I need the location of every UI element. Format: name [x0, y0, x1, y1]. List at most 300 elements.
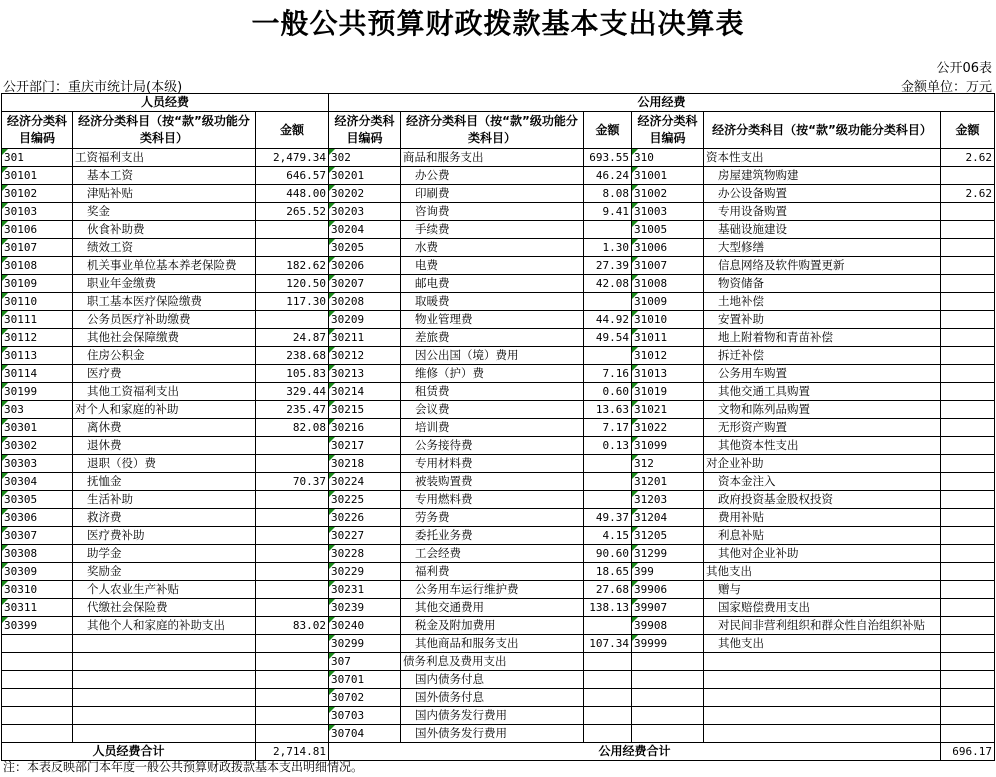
- name-cell: 信息网络及软件购置更新: [704, 257, 941, 275]
- code-cell: 30199: [2, 383, 73, 401]
- code-cell: 302: [329, 149, 401, 167]
- code-cell: 30218: [329, 455, 401, 473]
- amount-cell: [256, 509, 329, 527]
- name-cell: 大型修缮: [704, 239, 941, 257]
- amount-cell: [941, 581, 995, 599]
- name-cell: [73, 671, 256, 689]
- name-cell: 地上附着物和青苗补偿: [704, 329, 941, 347]
- amount-header: 金额: [584, 112, 632, 149]
- amount-cell: [941, 545, 995, 563]
- code-cell: 31001: [632, 167, 704, 185]
- name-cell: 咨询费: [401, 203, 584, 221]
- name-cell: 生活补助: [73, 491, 256, 509]
- table-row: [2, 725, 995, 743]
- code-cell: 30216: [329, 419, 401, 437]
- table-row: [2, 365, 995, 383]
- table-row: [2, 185, 995, 203]
- name-cell: [73, 707, 256, 725]
- table-row: [2, 257, 995, 275]
- amount-cell: 13.63: [584, 401, 632, 419]
- name-cell: 离休费: [73, 419, 256, 437]
- amount-cell: [584, 455, 632, 473]
- code-cell: [632, 725, 704, 743]
- name-header: 经济分类科目（按“款”级功能分类科目）: [73, 112, 256, 149]
- code-cell: 30215: [329, 401, 401, 419]
- table-row: [2, 707, 995, 725]
- name-cell: [73, 653, 256, 671]
- amount-cell: [941, 419, 995, 437]
- name-cell: 无形资产购置: [704, 419, 941, 437]
- amount-cell: 7.16: [584, 365, 632, 383]
- amount-cell: 238.68: [256, 347, 329, 365]
- name-header: 经济分类科目（按“款”级功能分类科目）: [401, 112, 584, 149]
- code-cell: 31010: [632, 311, 704, 329]
- code-cell: 30213: [329, 365, 401, 383]
- table-row: [2, 545, 995, 563]
- amount-cell: [256, 725, 329, 743]
- table-row: [2, 239, 995, 257]
- code-cell: 30304: [2, 473, 73, 491]
- name-cell: [704, 653, 941, 671]
- name-cell: 国外债务付息: [401, 689, 584, 707]
- code-cell: 30702: [329, 689, 401, 707]
- table-row: [2, 203, 995, 221]
- amount-cell: 182.62: [256, 257, 329, 275]
- code-cell: 31003: [632, 203, 704, 221]
- code-cell: 39999: [632, 635, 704, 653]
- code-cell: 30101: [2, 167, 73, 185]
- code-cell: 30306: [2, 509, 73, 527]
- code-cell: 30309: [2, 563, 73, 581]
- amount-cell: 120.50: [256, 275, 329, 293]
- code-cell: [632, 653, 704, 671]
- code-cell: 30227: [329, 527, 401, 545]
- amount-cell: 24.87: [256, 329, 329, 347]
- code-cell: 39906: [632, 581, 704, 599]
- name-cell: 安置补助: [704, 311, 941, 329]
- code-cell: 301: [2, 149, 73, 167]
- table-row: [2, 221, 995, 239]
- amount-cell: 82.08: [256, 419, 329, 437]
- amount-cell: 0.13: [584, 437, 632, 455]
- amount-cell: 693.55: [584, 149, 632, 167]
- name-cell: 商品和服务支出: [401, 149, 584, 167]
- code-cell: 30303: [2, 455, 73, 473]
- amount-cell: 83.02: [256, 617, 329, 635]
- name-cell: 费用补贴: [704, 509, 941, 527]
- code-cell: 30229: [329, 563, 401, 581]
- name-cell: 职工基本医疗保险缴费: [73, 293, 256, 311]
- amount-cell: [256, 545, 329, 563]
- code-cell: 31011: [632, 329, 704, 347]
- footnote: 注：本表反映部门本年度一般公共预算财政拨款基本支出明细情况。: [3, 760, 364, 774]
- code-cell: 30299: [329, 635, 401, 653]
- amount-cell: [941, 707, 995, 725]
- amount-cell: [941, 617, 995, 635]
- code-cell: 31012: [632, 347, 704, 365]
- table-row: [2, 473, 995, 491]
- name-cell: 房屋建筑物购建: [704, 167, 941, 185]
- amount-cell: 44.92: [584, 311, 632, 329]
- table-row: [2, 491, 995, 509]
- code-cell: [632, 689, 704, 707]
- code-cell: 31021: [632, 401, 704, 419]
- code-cell: 30703: [329, 707, 401, 725]
- name-cell: 其他交通工具购置: [704, 383, 941, 401]
- amount-cell: 1.30: [584, 239, 632, 257]
- name-cell: [704, 671, 941, 689]
- amount-cell: 49.37: [584, 509, 632, 527]
- code-cell: 31008: [632, 275, 704, 293]
- amount-cell: [941, 527, 995, 545]
- code-cell: [2, 653, 73, 671]
- amount-cell: [256, 239, 329, 257]
- name-cell: 工资福利支出: [73, 149, 256, 167]
- code-cell: 30311: [2, 599, 73, 617]
- table-row: [2, 293, 995, 311]
- amount-cell: 107.34: [584, 635, 632, 653]
- amount-cell: 70.37: [256, 473, 329, 491]
- code-cell: [632, 707, 704, 725]
- code-cell: 30110: [2, 293, 73, 311]
- amount-cell: [941, 401, 995, 419]
- code-cell: 303: [2, 401, 73, 419]
- name-cell: 公务员医疗补助缴费: [73, 311, 256, 329]
- amount-cell: [256, 455, 329, 473]
- amount-cell: 42.08: [584, 275, 632, 293]
- code-cell: 39908: [632, 617, 704, 635]
- amount-cell: [256, 563, 329, 581]
- code-cell: 30207: [329, 275, 401, 293]
- code-cell: 30202: [329, 185, 401, 203]
- unit-label: 金额单位：万元: [900, 80, 992, 95]
- amount-cell: 117.30: [256, 293, 329, 311]
- code-cell: 30109: [2, 275, 73, 293]
- name-cell: 住房公积金: [73, 347, 256, 365]
- name-cell: [73, 725, 256, 743]
- name-cell: 其他支出: [704, 563, 941, 581]
- name-cell: 租赁费: [401, 383, 584, 401]
- table-row: [2, 167, 995, 185]
- amount-cell: [941, 473, 995, 491]
- amount-cell: 90.60: [584, 545, 632, 563]
- code-cell: 30212: [329, 347, 401, 365]
- name-cell: 其他对企业补助: [704, 545, 941, 563]
- amount-cell: [256, 527, 329, 545]
- name-cell: 专用设备购置: [704, 203, 941, 221]
- code-cell: 312: [632, 455, 704, 473]
- amount-cell: [941, 653, 995, 671]
- amount-cell: [941, 257, 995, 275]
- name-cell: 劳务费: [401, 509, 584, 527]
- code-cell: 39907: [632, 599, 704, 617]
- table-row: [2, 617, 995, 635]
- amount-cell: [256, 599, 329, 617]
- name-cell: 其他社会保障缴费: [73, 329, 256, 347]
- amount-cell: [941, 437, 995, 455]
- amount-cell: [584, 221, 632, 239]
- name-cell: [704, 707, 941, 725]
- name-cell: 奖金: [73, 203, 256, 221]
- code-cell: 310: [632, 149, 704, 167]
- amount-cell: 46.24: [584, 167, 632, 185]
- code-cell: 399: [632, 563, 704, 581]
- code-cell: 30106: [2, 221, 73, 239]
- amount-cell: [584, 293, 632, 311]
- amount-cell: 105.83: [256, 365, 329, 383]
- code-cell: 30208: [329, 293, 401, 311]
- expenditure-table: [1, 93, 995, 761]
- amount-cell: [941, 671, 995, 689]
- name-cell: 专用材料费: [401, 455, 584, 473]
- amount-cell: 329.44: [256, 383, 329, 401]
- code-cell: 30214: [329, 383, 401, 401]
- amount-cell: 2.62: [941, 185, 995, 203]
- code-cell: 30231: [329, 581, 401, 599]
- name-cell: 取暖费: [401, 293, 584, 311]
- amount-cell: [941, 347, 995, 365]
- name-cell: 对企业补助: [704, 455, 941, 473]
- name-cell: 医疗费: [73, 365, 256, 383]
- code-cell: 30209: [329, 311, 401, 329]
- name-cell: 其他工资福利支出: [73, 383, 256, 401]
- amount-cell: [256, 311, 329, 329]
- personnel-header: 人员经费: [2, 94, 329, 112]
- name-cell: 其他支出: [704, 635, 941, 653]
- name-header: 经济分类科目（按“款”级功能分类科目）: [704, 112, 941, 149]
- name-cell: 国外债务发行费用: [401, 725, 584, 743]
- amount-cell: [941, 221, 995, 239]
- name-cell: 基础设施建设: [704, 221, 941, 239]
- code-cell: [2, 725, 73, 743]
- page-title: 一般公共预算财政拨款基本支出决算表: [251, 7, 745, 40]
- amount-cell: [584, 725, 632, 743]
- amount-header: 金额: [941, 112, 995, 149]
- amount-cell: [256, 437, 329, 455]
- amount-cell: [941, 689, 995, 707]
- amount-cell: 18.65: [584, 563, 632, 581]
- public-total-label: 公用经费合计: [329, 743, 941, 761]
- code-cell: [2, 635, 73, 653]
- table-row: [2, 419, 995, 437]
- name-cell: 办公设备购置: [704, 185, 941, 203]
- table-row: [2, 527, 995, 545]
- code-cell: 31013: [632, 365, 704, 383]
- code-cell: 30102: [2, 185, 73, 203]
- name-cell: [73, 689, 256, 707]
- code-cell: 30305: [2, 491, 73, 509]
- amount-cell: [584, 707, 632, 725]
- code-cell: [2, 671, 73, 689]
- code-cell: 30206: [329, 257, 401, 275]
- amount-cell: 27.39: [584, 257, 632, 275]
- name-cell: 退职（役）费: [73, 455, 256, 473]
- name-cell: 国家赔偿费用支出: [704, 599, 941, 617]
- name-cell: [704, 689, 941, 707]
- name-cell: 政府投资基金股权投资: [704, 491, 941, 509]
- amount-cell: 138.13: [584, 599, 632, 617]
- code-header: 经济分类科目编码: [2, 112, 73, 149]
- name-cell: 助学金: [73, 545, 256, 563]
- code-cell: 31009: [632, 293, 704, 311]
- name-cell: 对个人和家庭的补助: [73, 401, 256, 419]
- amount-cell: 448.00: [256, 185, 329, 203]
- name-cell: 基本工资: [73, 167, 256, 185]
- amount-cell: [256, 221, 329, 239]
- amount-cell: 27.68: [584, 581, 632, 599]
- code-cell: 31205: [632, 527, 704, 545]
- amount-cell: [941, 239, 995, 257]
- table-row: [2, 581, 995, 599]
- code-cell: 30113: [2, 347, 73, 365]
- name-cell: 文物和陈列品购置: [704, 401, 941, 419]
- table-row: [2, 437, 995, 455]
- amount-cell: [941, 491, 995, 509]
- name-cell: 资本性支出: [704, 149, 941, 167]
- table-row: [2, 455, 995, 473]
- personnel-total-label: 人员经费合计: [2, 743, 256, 761]
- code-cell: 31203: [632, 491, 704, 509]
- name-cell: 其他资本性支出: [704, 437, 941, 455]
- personnel-total-amount: 2,714.81: [256, 743, 329, 761]
- amount-cell: [941, 455, 995, 473]
- code-cell: 31006: [632, 239, 704, 257]
- table-row: [2, 509, 995, 527]
- amount-cell: [941, 329, 995, 347]
- amount-cell: [941, 599, 995, 617]
- amount-cell: [941, 293, 995, 311]
- name-cell: 物资储备: [704, 275, 941, 293]
- code-cell: 30240: [329, 617, 401, 635]
- amount-cell: [256, 689, 329, 707]
- amount-cell: [941, 725, 995, 743]
- name-cell: 奖励金: [73, 563, 256, 581]
- code-cell: 31299: [632, 545, 704, 563]
- amount-cell: [584, 689, 632, 707]
- name-cell: 差旅费: [401, 329, 584, 347]
- name-cell: 办公费: [401, 167, 584, 185]
- amount-cell: [941, 167, 995, 185]
- name-cell: 伙食补助费: [73, 221, 256, 239]
- code-cell: 30201: [329, 167, 401, 185]
- code-cell: 30226: [329, 509, 401, 527]
- name-cell: 委托业务费: [401, 527, 584, 545]
- name-cell: 手续费: [401, 221, 584, 239]
- amount-cell: [941, 365, 995, 383]
- code-cell: 30307: [2, 527, 73, 545]
- code-cell: 30399: [2, 617, 73, 635]
- code-cell: 31204: [632, 509, 704, 527]
- amount-cell: [256, 635, 329, 653]
- code-cell: 30107: [2, 239, 73, 257]
- code-cell: 31002: [632, 185, 704, 203]
- name-cell: 津贴补贴: [73, 185, 256, 203]
- amount-cell: [256, 581, 329, 599]
- code-cell: 30301: [2, 419, 73, 437]
- code-cell: 31007: [632, 257, 704, 275]
- name-cell: 公务接待费: [401, 437, 584, 455]
- amount-cell: [256, 491, 329, 509]
- code-cell: 30308: [2, 545, 73, 563]
- name-cell: 代缴社会保险费: [73, 599, 256, 617]
- code-cell: 30310: [2, 581, 73, 599]
- table-row: [2, 347, 995, 365]
- amount-cell: [584, 473, 632, 491]
- name-cell: 印刷费: [401, 185, 584, 203]
- amount-header: 金额: [256, 112, 329, 149]
- code-cell: 30239: [329, 599, 401, 617]
- amount-cell: 265.52: [256, 203, 329, 221]
- amount-cell: [584, 617, 632, 635]
- name-cell: 机关事业单位基本养老保险费: [73, 257, 256, 275]
- table-row: [2, 563, 995, 581]
- code-cell: 30112: [2, 329, 73, 347]
- table-row: [2, 401, 995, 419]
- name-cell: 抚恤金: [73, 473, 256, 491]
- name-cell: 公务用车购置: [704, 365, 941, 383]
- code-cell: 30228: [329, 545, 401, 563]
- name-cell: 其他个人和家庭的补助支出: [73, 617, 256, 635]
- name-cell: 工会经费: [401, 545, 584, 563]
- name-cell: 资本金注入: [704, 473, 941, 491]
- name-cell: 国内债务发行费用: [401, 707, 584, 725]
- amount-cell: 646.57: [256, 167, 329, 185]
- code-cell: 31022: [632, 419, 704, 437]
- code-cell: 31019: [632, 383, 704, 401]
- table-row: [2, 671, 995, 689]
- code-cell: 30111: [2, 311, 73, 329]
- name-cell: 福利费: [401, 563, 584, 581]
- name-cell: 退休费: [73, 437, 256, 455]
- code-cell: 30205: [329, 239, 401, 257]
- code-cell: 30302: [2, 437, 73, 455]
- amount-cell: [584, 653, 632, 671]
- code-cell: 30224: [329, 473, 401, 491]
- amount-cell: [941, 635, 995, 653]
- table-row: [2, 149, 995, 167]
- amount-cell: [941, 563, 995, 581]
- table-row: [2, 383, 995, 401]
- name-cell: 医疗费补助: [73, 527, 256, 545]
- name-cell: 水费: [401, 239, 584, 257]
- amount-cell: [584, 671, 632, 689]
- name-cell: 其他交通费用: [401, 599, 584, 617]
- amount-cell: 7.17: [584, 419, 632, 437]
- name-cell: 绩效工资: [73, 239, 256, 257]
- name-cell: 债务利息及费用支出: [401, 653, 584, 671]
- name-cell: 专用燃料费: [401, 491, 584, 509]
- name-cell: 土地补偿: [704, 293, 941, 311]
- name-cell: 对民间非营利组织和群众性自治组织补贴: [704, 617, 941, 635]
- name-cell: 会议费: [401, 401, 584, 419]
- public-header: 公用经费: [329, 94, 995, 112]
- name-cell: 电费: [401, 257, 584, 275]
- amount-cell: [941, 509, 995, 527]
- table-row: [2, 599, 995, 617]
- code-cell: 30108: [2, 257, 73, 275]
- code-cell: 30211: [329, 329, 401, 347]
- public-total-amount: 696.17: [941, 743, 995, 761]
- code-cell: 30225: [329, 491, 401, 509]
- code-cell: 31005: [632, 221, 704, 239]
- amount-cell: [941, 203, 995, 221]
- code-cell: 30204: [329, 221, 401, 239]
- amount-cell: [256, 671, 329, 689]
- code-cell: 31099: [632, 437, 704, 455]
- name-cell: 国内债务付息: [401, 671, 584, 689]
- table-row: [2, 653, 995, 671]
- code-cell: [632, 671, 704, 689]
